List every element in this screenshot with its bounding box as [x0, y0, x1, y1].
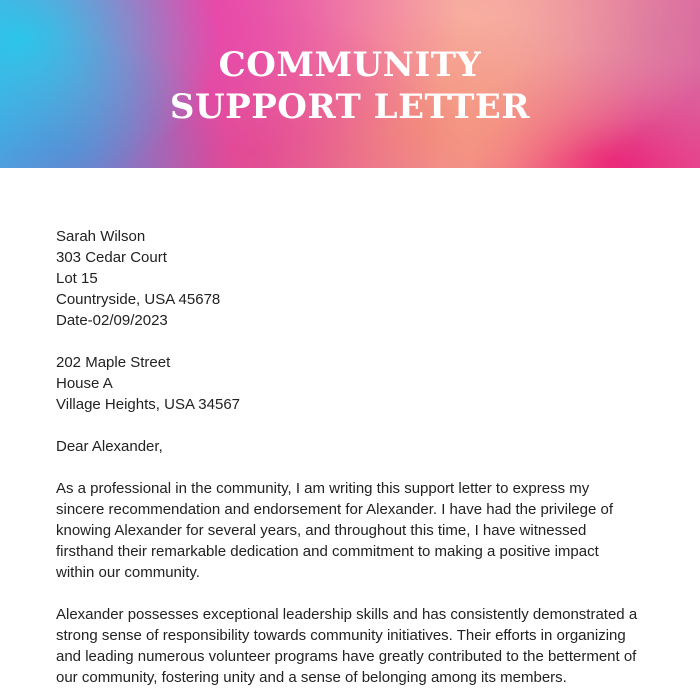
- paragraph-line: our community, fostering unity and a sense of belonging among its members.: [56, 669, 567, 686]
- paragraph-line: strong sense of responsibility towards community initiatives. Their efforts in organizing: [56, 627, 626, 644]
- sender-lot: Lot 15: [56, 270, 98, 287]
- paragraph-line: firsthand their remarkable dedication and commitment to making a positive impact: [56, 543, 599, 560]
- title-line-2: SUPPORT LETTER: [169, 87, 531, 127]
- paragraph-line: As a professional in the community, I am writing this support letter to express my: [56, 480, 590, 497]
- sender-address: [56, 226, 656, 331]
- sender-name: Sarah Wilson: [56, 228, 146, 245]
- sender-city: Countryside, USA 45678: [56, 291, 221, 308]
- paragraph-line: within our community.: [56, 564, 200, 581]
- paragraph-line: and leading numerous volunteer programs have greatly contributed to the betterment of: [56, 648, 637, 665]
- paragraph-line: sincere recommendation and endorsement for Alexander. I have had the privilege of: [56, 501, 614, 518]
- letter-date: Date-02/09/2023: [56, 312, 168, 329]
- paragraph-line: knowing Alexander for several years, and throughout this time, I have witnessed: [56, 522, 587, 539]
- sender-street: 303 Cedar Court: [56, 249, 167, 266]
- paragraph-line: Alexander possesses exceptional leadership skills and has consistently demonstrated a: [56, 606, 638, 623]
- paragraph-2: [56, 604, 656, 688]
- recipient-house: House A: [56, 375, 113, 392]
- page-title: [0, 44, 700, 128]
- recipient-street: 202 Maple Street: [56, 354, 171, 371]
- title-line-1: COMMUNITY: [218, 45, 482, 85]
- paragraph-1: [56, 478, 656, 583]
- recipient-address: [56, 352, 656, 415]
- recipient-city: Village Heights, USA 34567: [56, 396, 241, 413]
- letter-body: [56, 226, 656, 700]
- header-banner: [0, 0, 700, 168]
- salutation-text: Dear Alexander,: [56, 438, 163, 455]
- salutation: [56, 436, 656, 457]
